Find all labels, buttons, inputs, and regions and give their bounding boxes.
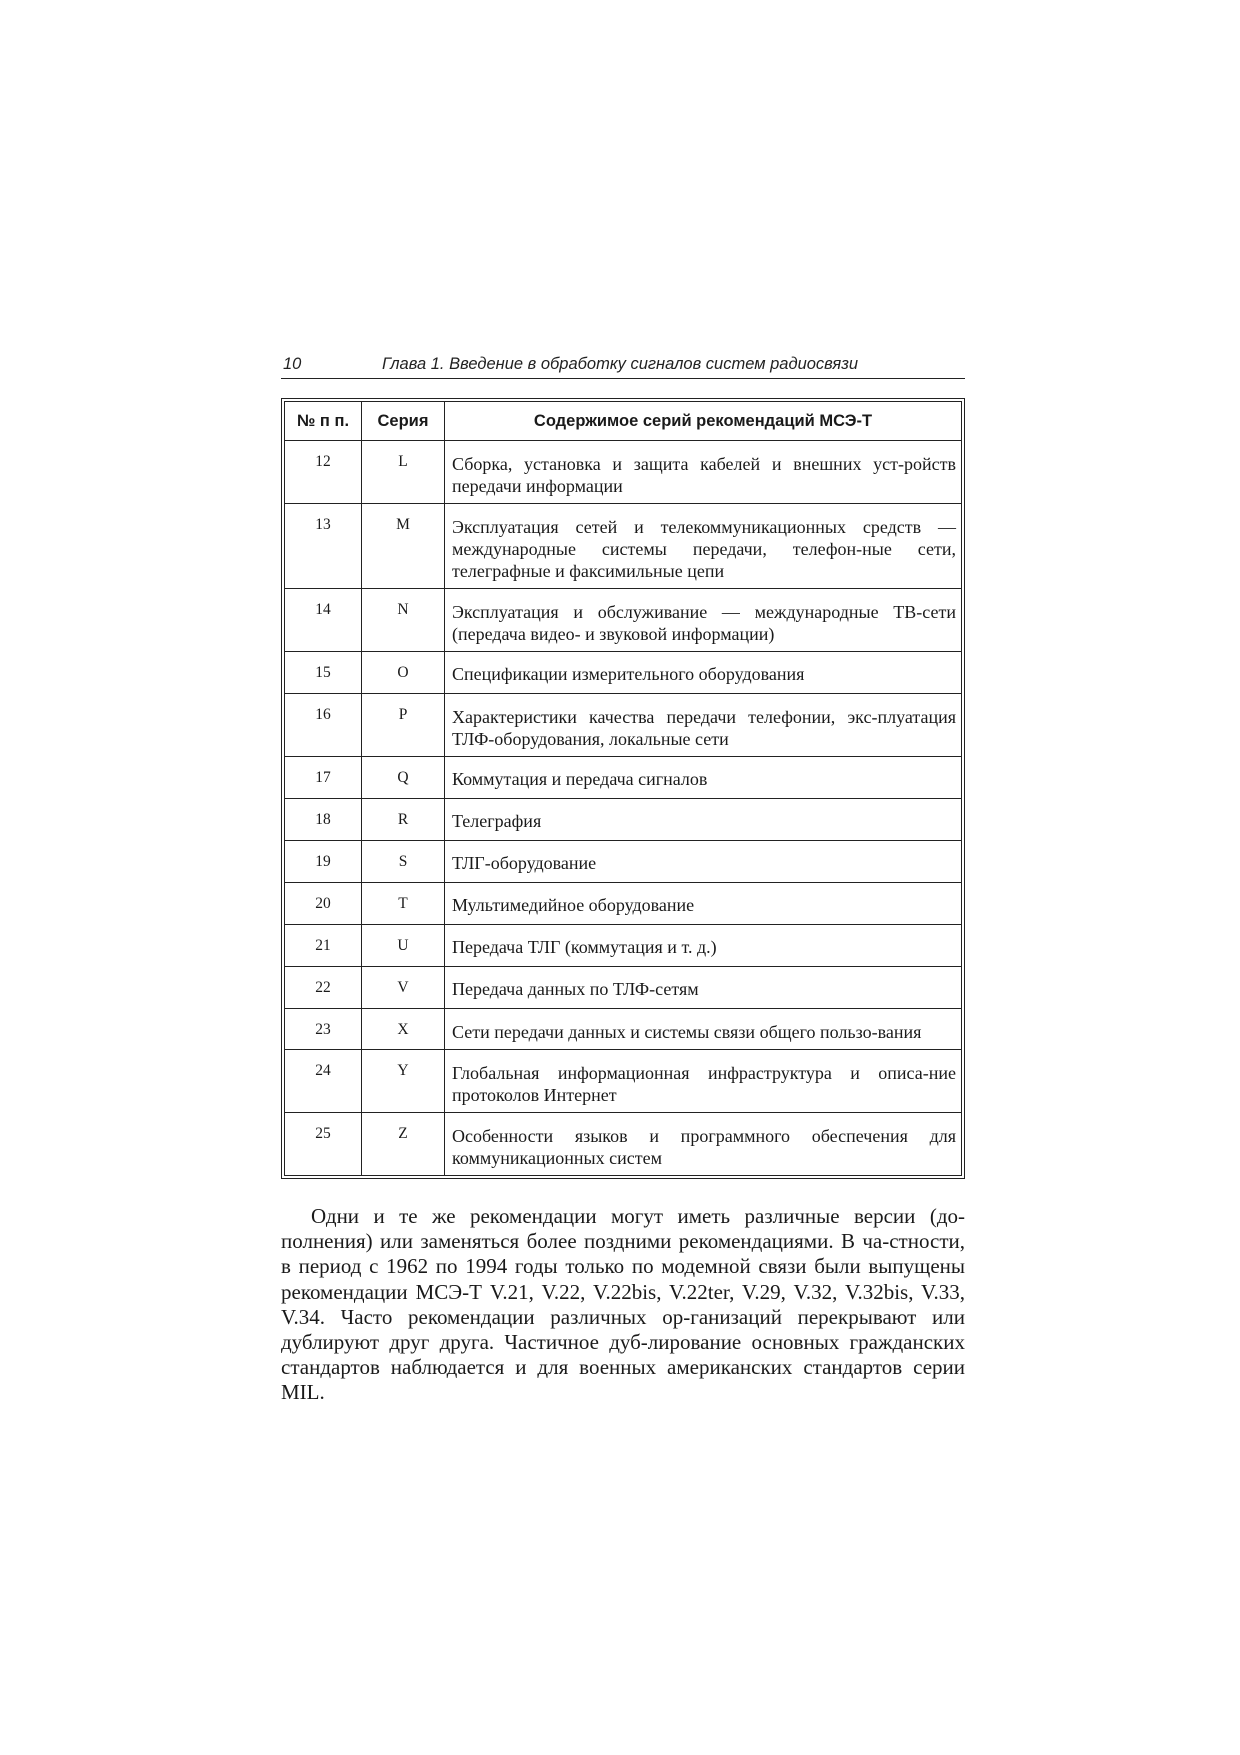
row-number: 21 [285, 925, 362, 967]
table-row [285, 841, 962, 883]
table-row [285, 883, 962, 925]
row-number: 16 [285, 694, 362, 757]
table-row [285, 589, 962, 652]
running-title: Глава 1. Введение в обработку сигналов систем радиосвязи [382, 355, 859, 373]
column-header-contents: Содержимое серий рекомендаций МСЭ-Т [445, 402, 962, 441]
series-table-frame [281, 398, 965, 1179]
row-series: O [362, 652, 445, 694]
table-header-row [285, 402, 962, 441]
row-description: ТЛГ-оборудование [445, 841, 962, 883]
row-description: Эксплуатация сетей и телекоммуникационных средств — международные системы передачи, телефон-ные сети, телеграфные и факсимильные цепи [445, 504, 962, 589]
table-row [285, 1113, 962, 1176]
row-series: Z [362, 1113, 445, 1176]
table-row [285, 967, 962, 1009]
row-number: 20 [285, 883, 362, 925]
row-series: Y [362, 1050, 445, 1113]
row-number: 14 [285, 589, 362, 652]
row-number: 13 [285, 504, 362, 589]
series-table [284, 401, 962, 1176]
row-series: T [362, 883, 445, 925]
table-row [285, 757, 962, 799]
table-row [285, 694, 962, 757]
row-description: Глобальная информационная инфраструктура и описа-ние протоколов Интернет [445, 1050, 962, 1113]
row-number: 23 [285, 1009, 362, 1050]
row-description: Спецификации измерительного оборудования [445, 652, 962, 694]
row-series: V [362, 967, 445, 1009]
table-row [285, 925, 962, 967]
body-paragraph: Одни и те же рекомендации могут иметь различные версии (до-полнения) или заменяться более поздними рекомендациями. В ча-стности, в период с 1962 по 1994 годы только по модемной связи были выпущены рекомендации МСЭ-Т V.21, V.22, V.22bis, V.22ter, V.29, V.32, V.32bis, V.33, V.34. Часто рекомендации различных ор-ганизаций перекрывают или дублируют друг друга. Частичное дуб-лирование основных гражданских стандартов наблюдается и для военных американских стандартов серии MIL. [281, 1204, 965, 1405]
row-series: U [362, 925, 445, 967]
row-description: Характеристики качества передачи телефонии, экс-плуатация ТЛФ-оборудования, локальные сети [445, 694, 962, 757]
table-row [285, 1009, 962, 1050]
row-description: Мультимедийное оборудование [445, 883, 962, 925]
row-number: 12 [285, 441, 362, 504]
row-description: Эксплуатация и обслуживание — международные ТВ-сети (передача видео- и звуковой информации) [445, 589, 962, 652]
column-header-series: Серия [362, 402, 445, 441]
row-series: R [362, 799, 445, 841]
row-description: Телеграфия [445, 799, 962, 841]
row-description: Коммутация и передача сигналов [445, 757, 962, 799]
row-number: 18 [285, 799, 362, 841]
column-header-number: № п п. [285, 402, 362, 441]
row-series: N [362, 589, 445, 652]
table-row [285, 504, 962, 589]
row-number: 17 [285, 757, 362, 799]
row-number: 19 [285, 841, 362, 883]
row-number: 22 [285, 967, 362, 1009]
table-row [285, 441, 962, 504]
row-description: Сети передачи данных и системы связи общего пользо-вания [445, 1009, 962, 1050]
table-row [285, 799, 962, 841]
table-row [285, 652, 962, 694]
row-series: M [362, 504, 445, 589]
row-series: L [362, 441, 445, 504]
row-series: P [362, 694, 445, 757]
row-series: X [362, 1009, 445, 1050]
row-description: Особенности языков и программного обеспечения для коммуникационных систем [445, 1113, 962, 1176]
row-series: S [362, 841, 445, 883]
table-row [285, 1050, 962, 1113]
row-number: 15 [285, 652, 362, 694]
row-series: Q [362, 757, 445, 799]
row-number: 25 [285, 1113, 362, 1176]
row-number: 24 [285, 1050, 362, 1113]
row-description: Передача ТЛГ (коммутация и т. д.) [445, 925, 962, 967]
row-description: Передача данных по ТЛФ-сетям [445, 967, 962, 1009]
row-description: Сборка, установка и защита кабелей и внешних уст-ройств передачи информации [445, 441, 962, 504]
page-number: 10 [283, 355, 302, 373]
page-header [281, 352, 965, 379]
